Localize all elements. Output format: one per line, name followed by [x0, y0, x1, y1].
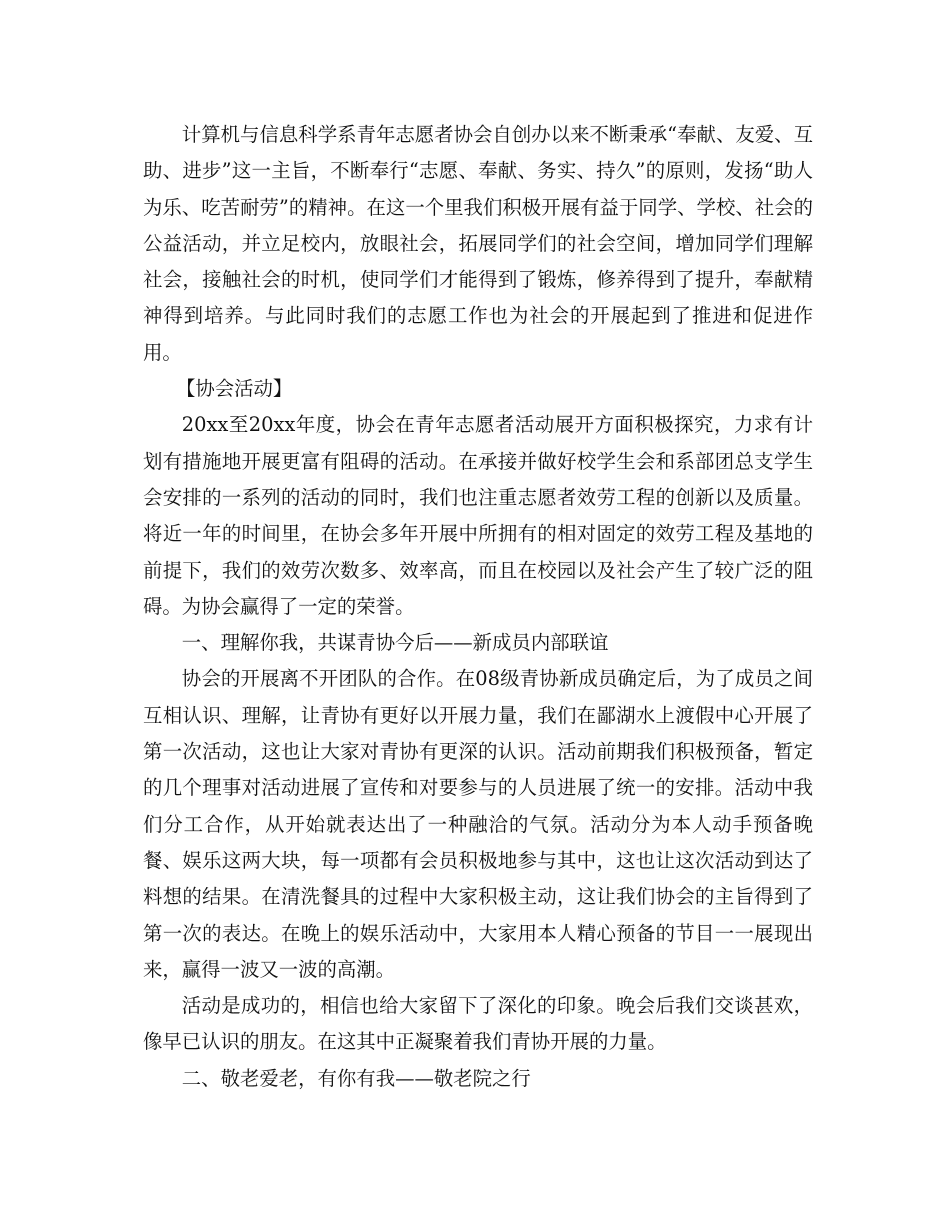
activity-2-title: 二、敬老爱老，有你有我——敬老院之行 [181, 1066, 531, 1090]
section-heading: 【协会活动】 [175, 377, 293, 401]
activity-1-summary: 活动是成功的，相信也给大家留下了深化的印象。晚会后我们交谈甚欢，像早已认识的朋友。在这其中正凝聚着我们青协开展的力量。 [143, 994, 813, 1054]
document-body [143, 117, 813, 1097]
activity-1-body: 协会的开展离不开团队的合作。在08级青协新成员确定后，为了成员之间互相认识、理解，让青协有更好以开展力量，我们在鄙湖水上渡假中心开展了第一次活动，这也让大家对青协有更深的认识。活动前期我们积极预备，暂定的几个理事对活动进展了宣传和对要参与的人员进展了统一的安排。活动中我们分工合作，从开始就表达出了一种融洽的气氛。活动分为本人动手预备晚餐、娱乐这两大块，每一项都有会员积极地参与其中，这也让这次活动到达了料想的结果。在清洗餐具的过程中大家积极主动，这让我们协会的主旨得到了第一次的表达。在晚上的娱乐活动中，大家用本人精心预备的节目一一展现出来，赢得一波又一波的高潮。 [143, 667, 813, 981]
overview-paragraph: 20xx至20xx年度，协会在青年志愿者活动展开方面积极探究，力求有计划有措施地开展更富有阻碍的活动。在承接并做好校学生会和系部团总支学生会安排的一系列的活动的同时，我们也注重志愿者效劳工程的创新以及质量。将近一年的时间里，在协会多年开展中所拥有的相对固定的效劳工程及基地的前提下，我们的效劳次数多、效率高，而且在校园以及社会产生了较广泛的阻碍。为协会赢得了一定的荣誉。 [143, 413, 813, 618]
intro-paragraph: 计算机与信息科学系青年志愿者协会自创办以来不断秉承“奉献、友爱、互助、进步”这一主旨，不断奉行“志愿、奉献、务实、持久”的原则，发扬“助人为乐、吃苦耐劳”的精神。在这一个里我们积极开展有益于同学、学校、社会的公益活动，并立足校内，放眼社会，拓展同学们的社会空间，增加同学们理解社会，接触社会的时机，使同学们才能得到了锻炼，修养得到了提升，奉献精神得到培养。与此同时我们的志愿工作也为社会的开展起到了推进和促进作用。 [143, 123, 813, 364]
activity-1-title: 一、理解你我，共谋青协今后——新成员内部联谊 [181, 631, 609, 655]
